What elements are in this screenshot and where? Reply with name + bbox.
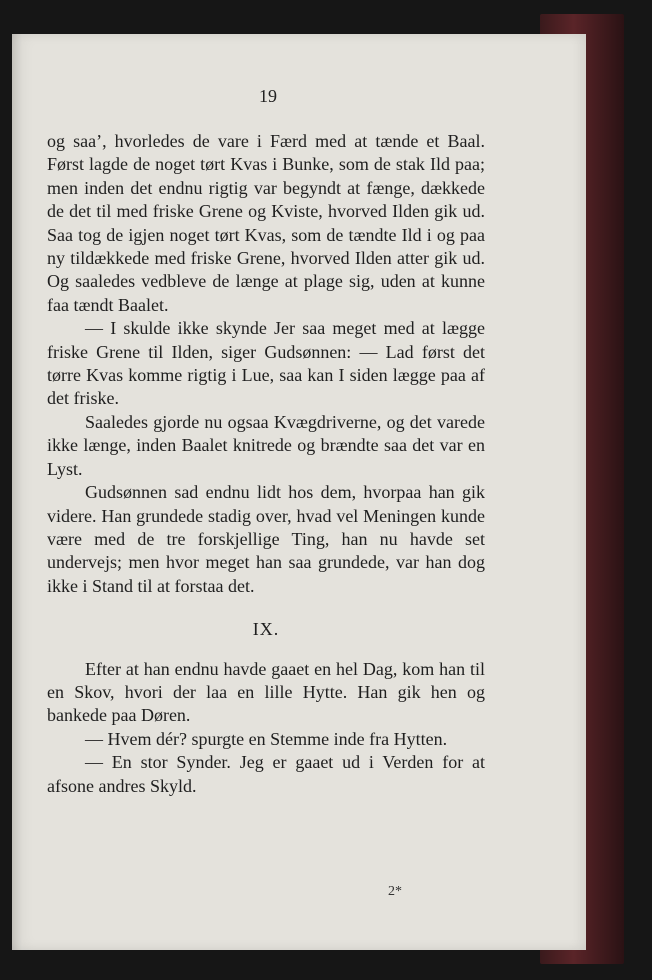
chapter-heading: IX.	[252, 619, 280, 640]
paragraph: — I skulde ikke skynde Jer saa meget med at lægge friske Grene til Ilden, siger Gudsønnen: — Lad først det tørre Kvas komme rigtig i Lue, saa kan I siden lægge paa af det friske.	[47, 318, 485, 409]
paragraph: — Hvem dér? spurgte en Stemme inde fra Hytten.	[85, 728, 448, 749]
page-number: 19	[259, 86, 277, 106]
paragraph: Gudsønnen sad endnu lidt hos dem, hvorpaa han gik videre. Han grundede stadig over, hvad vel Meningen kunde være med de tre forskjellige Ting, han nu havde set undervejs; men hvor meget han saa grundede, var han dog ikke i Stand til at forstaa det.	[47, 482, 485, 596]
paragraph: Efter at han endnu havde gaaet en hel Dag, kom han til en Skov, hvori der laa en lille Hytte. Han gik hen og bankede paa Døren.	[47, 658, 485, 726]
body-text	[47, 130, 485, 798]
page-gutter-shadow	[12, 34, 22, 950]
paragraph: Saaledes gjorde nu ogsaa Kvægdriverne, og det varede ikke længe, inden Baalet knitrede og brændte saa det var en Lyst.	[47, 411, 485, 479]
paragraph: — En stor Synder. Jeg er gaaet ud i Verden for at afsone andres Skyld.	[47, 752, 485, 796]
signature-mark: 2*	[388, 884, 402, 899]
paragraph: og saa’, hvorledes de vare i Færd med at tænde et Baal. Først lagde de noget tørt Kvas i Bunke, som de stak Ild paa; men inden det endnu rigtig var begyndt at fænge, dækkede de det til med friske Grene og Kviste, hvorved Ilden gik ud. Saa tog de igjen noget tørt Kvas, som de tændte Ild i og paa ny tildækkede med friske Grene, hvorved Ilden atter gik ud. Og saaledes vedbleve de længe at plage sig, uden at kunne faa tændt Baalet.	[47, 131, 485, 315]
